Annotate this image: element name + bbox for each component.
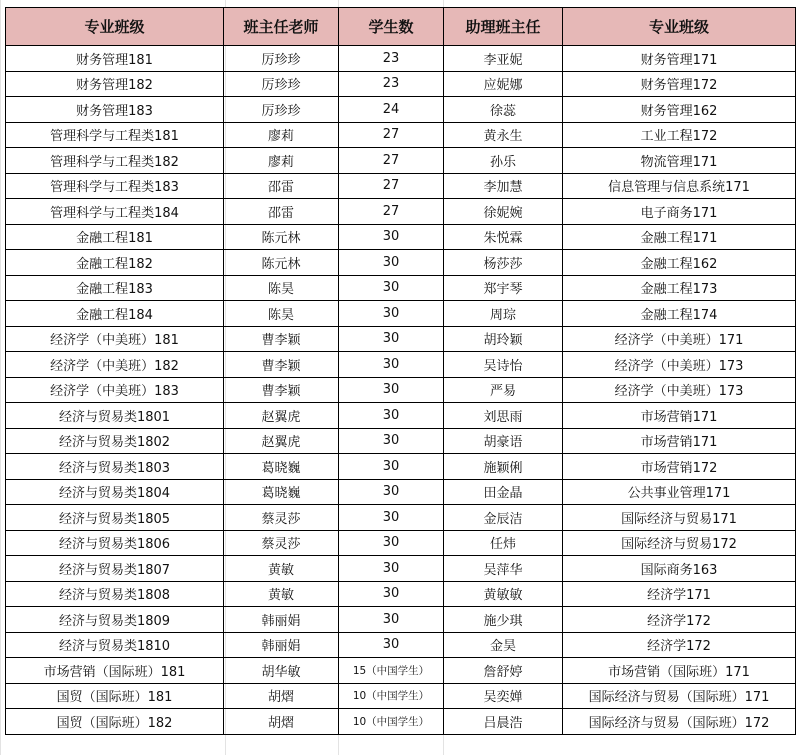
- cell-student-count[interactable]: 30: [339, 377, 444, 403]
- cell-head-teacher[interactable]: 葛晓巍: [224, 479, 339, 505]
- cell-head-teacher[interactable]: 廖莉: [224, 122, 339, 148]
- cell-assistant-head-teacher[interactable]: 金辰洁: [444, 505, 563, 531]
- table-row: [6, 530, 796, 556]
- cell-assistant-major-class[interactable]: 金融工程173: [563, 275, 796, 301]
- cell-major-class[interactable]: 市场营销（国际班）181: [6, 658, 224, 684]
- table-row: [6, 377, 796, 403]
- cell-head-teacher[interactable]: 厉珍珍: [224, 46, 339, 72]
- cell-major-class[interactable]: 经济与贸易类1809: [6, 607, 224, 633]
- cell-student-count[interactable]: 27: [339, 173, 444, 199]
- cell-head-teacher[interactable]: 赵翼虎: [224, 403, 339, 429]
- class-assignment-table: [5, 7, 796, 735]
- cell-head-teacher[interactable]: 曹李颖: [224, 377, 339, 403]
- cell-assistant-head-teacher[interactable]: 吕晨浩: [444, 709, 563, 735]
- table-row: [6, 326, 796, 352]
- cell-student-count[interactable]: 30: [339, 632, 444, 658]
- cell-student-count[interactable]: 30: [339, 479, 444, 505]
- cell-head-teacher[interactable]: 厉珍珍: [224, 71, 339, 97]
- cell-assistant-major-class[interactable]: 国际经济与贸易（国际班）171: [563, 683, 796, 709]
- cell-student-count[interactable]: 30: [339, 505, 444, 531]
- cell-head-teacher[interactable]: 曹李颖: [224, 352, 339, 378]
- cell-head-teacher[interactable]: 曹李颖: [224, 326, 339, 352]
- table-row: [6, 683, 796, 709]
- cell-assistant-major-class[interactable]: 经济学172: [563, 607, 796, 633]
- cell-head-teacher[interactable]: 邵雷: [224, 173, 339, 199]
- cell-student-count[interactable]: 30: [339, 301, 444, 327]
- cell-assistant-head-teacher[interactable]: 施少琪: [444, 607, 563, 633]
- cell-major-class[interactable]: 金融工程183: [6, 275, 224, 301]
- cell-major-class[interactable]: 经济与贸易类1804: [6, 479, 224, 505]
- cell-assistant-major-class[interactable]: 金融工程162: [563, 250, 796, 276]
- cell-assistant-head-teacher[interactable]: 金昊: [444, 632, 563, 658]
- table-row: [6, 71, 796, 97]
- cell-major-class[interactable]: 金融工程181: [6, 224, 224, 250]
- cell-major-class[interactable]: 经济与贸易类1806: [6, 530, 224, 556]
- cell-assistant-major-class[interactable]: 市场营销171: [563, 428, 796, 454]
- cell-major-class[interactable]: 管理科学与工程类182: [6, 148, 224, 174]
- cell-assistant-head-teacher[interactable]: 周琮: [444, 301, 563, 327]
- cell-major-class[interactable]: 经济与贸易类1808: [6, 581, 224, 607]
- table-row: [6, 46, 796, 72]
- cell-head-teacher[interactable]: 廖莉: [224, 148, 339, 174]
- cell-assistant-major-class[interactable]: 物流管理171: [563, 148, 796, 174]
- cell-assistant-head-teacher[interactable]: 吴诗怡: [444, 352, 563, 378]
- cell-assistant-head-teacher[interactable]: 李亚妮: [444, 46, 563, 72]
- cell-student-count[interactable]: 10（中国学生）: [339, 683, 444, 709]
- cell-major-class[interactable]: 经济与贸易类1801: [6, 403, 224, 429]
- cell-assistant-major-class[interactable]: 市场营销171: [563, 403, 796, 429]
- cell-assistant-major-class[interactable]: 金融工程174: [563, 301, 796, 327]
- cell-student-count[interactable]: 30: [339, 250, 444, 276]
- cell-major-class[interactable]: 金融工程184: [6, 301, 224, 327]
- cell-student-count[interactable]: 30: [339, 275, 444, 301]
- cell-head-teacher[interactable]: 韩丽娟: [224, 607, 339, 633]
- cell-major-class[interactable]: 国贸（国际班）181: [6, 683, 224, 709]
- cell-head-teacher[interactable]: 葛晓巍: [224, 454, 339, 480]
- cell-major-class[interactable]: 管理科学与工程类184: [6, 199, 224, 225]
- cell-assistant-major-class[interactable]: 信息管理与信息系统171: [563, 173, 796, 199]
- cell-major-class[interactable]: 管理科学与工程类183: [6, 173, 224, 199]
- cell-assistant-head-teacher[interactable]: 胡豪语: [444, 428, 563, 454]
- header-head-teacher: 班主任老师: [224, 8, 339, 46]
- cell-assistant-head-teacher[interactable]: 黄永生: [444, 122, 563, 148]
- cell-assistant-head-teacher[interactable]: 田金晶: [444, 479, 563, 505]
- cell-head-teacher[interactable]: 胡熠: [224, 709, 339, 735]
- cell-assistant-head-teacher[interactable]: 徐蕊: [444, 97, 563, 123]
- cell-assistant-head-teacher[interactable]: 郑宇琴: [444, 275, 563, 301]
- cell-assistant-head-teacher[interactable]: 杨莎莎: [444, 250, 563, 276]
- cell-student-count[interactable]: 30: [339, 428, 444, 454]
- table-row: [6, 148, 796, 174]
- table-row: [6, 479, 796, 505]
- cell-assistant-major-class[interactable]: 电子商务171: [563, 199, 796, 225]
- cell-assistant-major-class[interactable]: 公共事业管理171: [563, 479, 796, 505]
- cell-major-class[interactable]: 财务管理183: [6, 97, 224, 123]
- cell-assistant-major-class[interactable]: 国际商务163: [563, 556, 796, 582]
- cell-assistant-head-teacher[interactable]: 刘思雨: [444, 403, 563, 429]
- cell-student-count[interactable]: 27: [339, 199, 444, 225]
- cell-assistant-head-teacher[interactable]: 吴萍华: [444, 556, 563, 582]
- cell-student-count[interactable]: 24: [339, 97, 444, 123]
- cell-assistant-head-teacher[interactable]: 孙乐: [444, 148, 563, 174]
- cell-assistant-major-class[interactable]: 国际经济与贸易（国际班）172: [563, 709, 796, 735]
- cell-student-count[interactable]: 30: [339, 224, 444, 250]
- cell-student-count[interactable]: 15（中国学生）: [339, 658, 444, 684]
- cell-assistant-major-class[interactable]: 金融工程171: [563, 224, 796, 250]
- cell-assistant-major-class[interactable]: 经济学（中美班）173: [563, 352, 796, 378]
- cell-assistant-major-class[interactable]: 国际经济与贸易171: [563, 505, 796, 531]
- cell-assistant-major-class[interactable]: 财务管理172: [563, 71, 796, 97]
- cell-head-teacher[interactable]: 韩丽娟: [224, 632, 339, 658]
- table-row: [6, 505, 796, 531]
- header-assistant-major-class: 专业班级: [563, 8, 796, 46]
- table-row: [6, 709, 796, 735]
- cell-major-class[interactable]: 财务管理182: [6, 71, 224, 97]
- cell-head-teacher[interactable]: 陈元林: [224, 250, 339, 276]
- cell-student-count[interactable]: 30: [339, 607, 444, 633]
- cell-major-class[interactable]: 经济学（中美班）181: [6, 326, 224, 352]
- cell-major-class[interactable]: 经济与贸易类1802: [6, 428, 224, 454]
- table-row: [6, 556, 796, 582]
- cell-student-count[interactable]: 23: [339, 71, 444, 97]
- table-row: [6, 581, 796, 607]
- table-row: [6, 301, 796, 327]
- cell-assistant-head-teacher[interactable]: 徐妮婉: [444, 199, 563, 225]
- table-row: [6, 632, 796, 658]
- cell-assistant-major-class[interactable]: 国际经济与贸易172: [563, 530, 796, 556]
- cell-assistant-major-class[interactable]: 经济学（中美班）171: [563, 326, 796, 352]
- cell-assistant-major-class[interactable]: 市场营销（国际班）171: [563, 658, 796, 684]
- header-assistant-head-teacher: 助理班主任: [444, 8, 563, 46]
- cell-head-teacher[interactable]: 蔡灵莎: [224, 505, 339, 531]
- cell-major-class[interactable]: 经济学（中美班）183: [6, 377, 224, 403]
- cell-assistant-major-class[interactable]: 经济学172: [563, 632, 796, 658]
- cell-student-count[interactable]: 30: [339, 556, 444, 582]
- table-row: [6, 658, 796, 684]
- cell-head-teacher[interactable]: 陈昊: [224, 301, 339, 327]
- cell-assistant-head-teacher[interactable]: 应妮娜: [444, 71, 563, 97]
- cell-assistant-head-teacher[interactable]: 施颖俐: [444, 454, 563, 480]
- cell-assistant-major-class[interactable]: 经济学171: [563, 581, 796, 607]
- cell-head-teacher[interactable]: 邵雷: [224, 199, 339, 225]
- table-row: [6, 224, 796, 250]
- table-row: [6, 173, 796, 199]
- cell-head-teacher[interactable]: 胡华敏: [224, 658, 339, 684]
- cell-head-teacher[interactable]: 赵翼虎: [224, 428, 339, 454]
- cell-student-count[interactable]: 27: [339, 122, 444, 148]
- cell-assistant-major-class[interactable]: 经济学（中美班）173: [563, 377, 796, 403]
- cell-head-teacher[interactable]: 陈昊: [224, 275, 339, 301]
- cell-assistant-head-teacher[interactable]: 朱悦霖: [444, 224, 563, 250]
- cell-head-teacher[interactable]: 胡熠: [224, 683, 339, 709]
- header-student-count: 学生数: [339, 8, 444, 46]
- cell-major-class[interactable]: 经济与贸易类1803: [6, 454, 224, 480]
- cell-major-class[interactable]: 国贸（国际班）182: [6, 709, 224, 735]
- cell-assistant-head-teacher[interactable]: 吴奕婵: [444, 683, 563, 709]
- cell-assistant-major-class[interactable]: 财务管理162: [563, 97, 796, 123]
- cell-major-class[interactable]: 经济与贸易类1805: [6, 505, 224, 531]
- cell-major-class[interactable]: 经济学（中美班）182: [6, 352, 224, 378]
- table-row: [6, 97, 796, 123]
- cell-assistant-major-class[interactable]: 工业工程172: [563, 122, 796, 148]
- cell-assistant-head-teacher[interactable]: 严易: [444, 377, 563, 403]
- cell-major-class[interactable]: 金融工程182: [6, 250, 224, 276]
- cell-student-count[interactable]: 30: [339, 530, 444, 556]
- cell-student-count[interactable]: 30: [339, 454, 444, 480]
- cell-student-count[interactable]: 27: [339, 148, 444, 174]
- cell-head-teacher[interactable]: 陈元林: [224, 224, 339, 250]
- cell-assistant-head-teacher[interactable]: 詹舒婷: [444, 658, 563, 684]
- cell-major-class[interactable]: 财务管理181: [6, 46, 224, 72]
- cell-assistant-major-class[interactable]: 财务管理171: [563, 46, 796, 72]
- cell-student-count[interactable]: 30: [339, 326, 444, 352]
- cell-assistant-major-class[interactable]: 市场营销172: [563, 454, 796, 480]
- table-row: [6, 454, 796, 480]
- cell-assistant-head-teacher[interactable]: 黄敏敏: [444, 581, 563, 607]
- header-row: [6, 8, 796, 46]
- table-row: [6, 403, 796, 429]
- cell-student-count[interactable]: 10（中国学生）: [339, 709, 444, 735]
- cell-head-teacher[interactable]: 黄敏: [224, 581, 339, 607]
- table-row: [6, 428, 796, 454]
- cell-head-teacher[interactable]: 蔡灵莎: [224, 530, 339, 556]
- header-major-class: 专业班级: [6, 8, 224, 46]
- cell-student-count[interactable]: 30: [339, 352, 444, 378]
- cell-head-teacher[interactable]: 厉珍珍: [224, 97, 339, 123]
- cell-assistant-head-teacher[interactable]: 胡玲颖: [444, 326, 563, 352]
- cell-major-class[interactable]: 经济与贸易类1807: [6, 556, 224, 582]
- cell-major-class[interactable]: 管理科学与工程类181: [6, 122, 224, 148]
- cell-student-count[interactable]: 23: [339, 46, 444, 72]
- table-row: [6, 250, 796, 276]
- table-row: [6, 199, 796, 225]
- table-row: [6, 607, 796, 633]
- cell-assistant-head-teacher[interactable]: 任炜: [444, 530, 563, 556]
- cell-head-teacher[interactable]: 黄敏: [224, 556, 339, 582]
- table-row: [6, 275, 796, 301]
- table-row: [6, 122, 796, 148]
- cell-assistant-head-teacher[interactable]: 李加慧: [444, 173, 563, 199]
- cell-student-count[interactable]: 30: [339, 403, 444, 429]
- table-row: [6, 352, 796, 378]
- cell-student-count[interactable]: 30: [339, 581, 444, 607]
- cell-major-class[interactable]: 经济与贸易类1810: [6, 632, 224, 658]
